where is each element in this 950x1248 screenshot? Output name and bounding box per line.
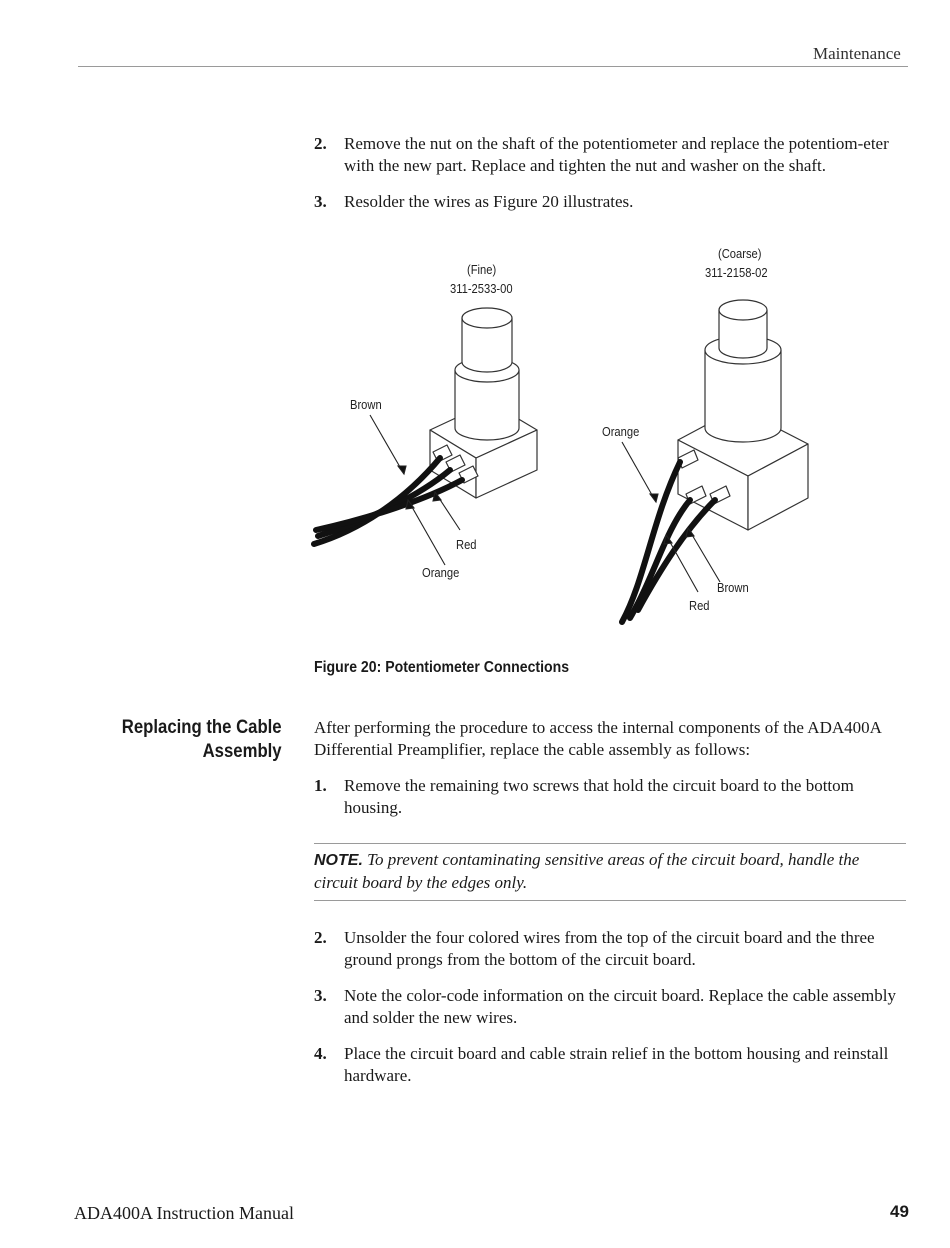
coarse-part-number: 311-2158-02	[705, 265, 768, 280]
step-text: Place the circuit board and cable strain relief in the bottom housing and reinstall hardware.	[344, 1044, 889, 1085]
intro-paragraph: After performing the procedure to access the internal components of the ADA400A Differential Preamplifier, replace the cable assembly as follows:	[314, 718, 881, 759]
coarse-orange-label: Orange	[602, 424, 640, 439]
fine-red-label: Red	[456, 537, 477, 552]
fine-brown-label: Brown	[350, 397, 382, 412]
step-number: 2.	[314, 928, 327, 947]
section-heading-line-1: Replacing the Cable	[122, 717, 282, 738]
running-header: Maintenance	[813, 44, 901, 63]
note-label: NOTE.	[314, 852, 363, 869]
coarse-brown-label: Brown	[717, 580, 749, 595]
potentiometer-figure	[300, 230, 820, 640]
coarse-potentiometer-illustration	[678, 300, 808, 530]
step-text: Unsolder the four colored wires from the top of the circuit board and the three ground prongs from the bottom of the circuit board.	[344, 928, 875, 969]
step-text: Remove the nut on the shaft of the potentiometer and replace the potentiom-eter with the new part. Replace and tighten the nut and washer on the shaft.	[344, 134, 889, 175]
section-heading-line-2: Assembly	[202, 741, 282, 762]
footer-manual-title: ADA400A Instruction Manual	[74, 1203, 294, 1223]
step-text: Resolder the wires as Figure 20 illustrates.	[344, 192, 634, 211]
figure-caption: Figure 20: Potentiometer Connections	[314, 659, 570, 676]
step-number: 2.	[314, 134, 327, 153]
step-text: Remove the remaining two screws that hold the circuit board to the bottom housing.	[344, 776, 854, 817]
step-text: Note the color-code information on the circuit board. Replace the cable assembly and solder the new wires.	[344, 986, 896, 1027]
coarse-label: (Coarse)	[718, 246, 762, 261]
note-text: To prevent contaminating sensitive areas of the circuit board, handle the circuit board by the edges only.	[314, 850, 860, 892]
fine-label: (Fine)	[467, 262, 497, 277]
step-number: 3.	[314, 192, 327, 211]
page-number: 49	[890, 1202, 909, 1221]
section-heading	[122, 716, 282, 764]
coarse-red-label: Red	[689, 598, 710, 613]
fine-orange-label: Orange	[422, 565, 460, 580]
step-number: 1.	[314, 776, 327, 795]
step-number: 3.	[314, 986, 327, 1005]
fine-part-number: 311-2533-00	[450, 281, 513, 296]
header-rule	[78, 66, 908, 67]
step-number: 4.	[314, 1044, 327, 1063]
note-box	[314, 843, 906, 901]
